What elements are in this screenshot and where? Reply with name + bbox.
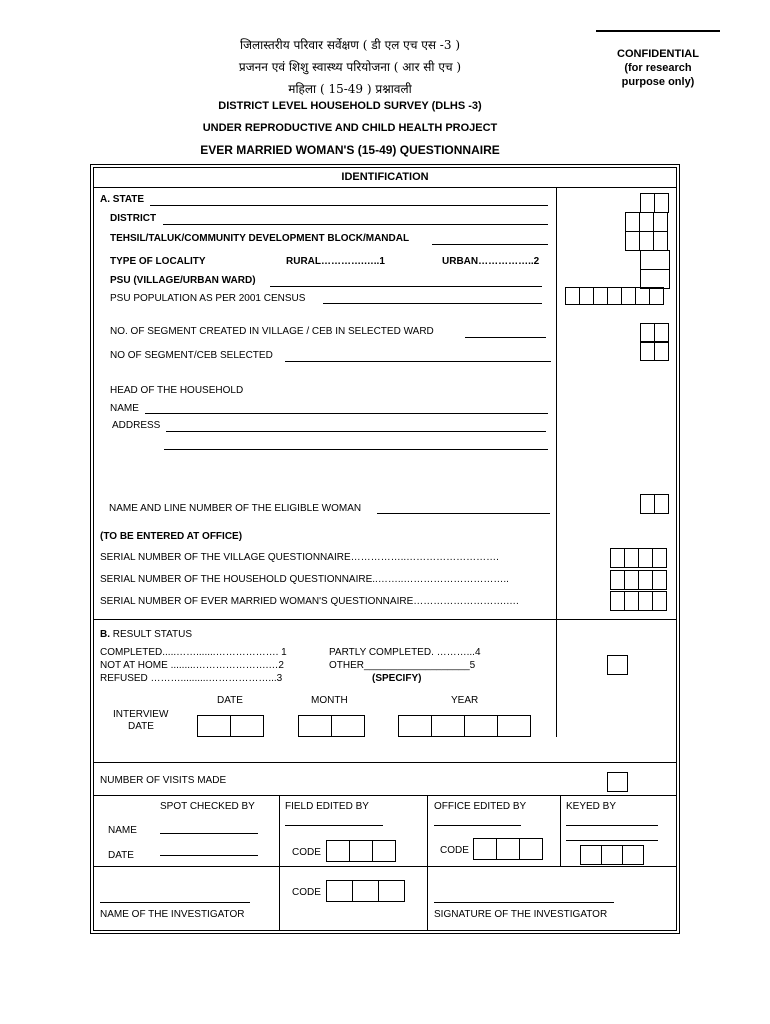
address-field-1[interactable] [166, 431, 546, 432]
result-code-box[interactable] [607, 655, 628, 675]
state-label: A. STATE [100, 194, 145, 205]
tehsil-code-boxes[interactable] [625, 231, 668, 251]
hindi-title-line-3: महिला ( 15-49 ) प्रश्नावली [288, 82, 412, 96]
spot-date-field[interactable] [160, 855, 258, 856]
year-column-label: YEAR [451, 695, 479, 706]
keyed-by-label: KEYED BY [566, 801, 617, 812]
segment-selected-field[interactable] [285, 361, 551, 362]
field-edited-code-boxes[interactable] [326, 840, 396, 862]
spot-date-label: DATE [108, 850, 134, 861]
spot-name-field[interactable] [160, 833, 258, 834]
segments-created-code-boxes[interactable] [640, 323, 669, 343]
spot-checked-label: SPOT CHECKED BY [160, 801, 255, 812]
interview-year-boxes[interactable] [398, 715, 531, 737]
investigator-signature-label: SIGNATURE OF THE INVESTIGATOR [434, 909, 608, 920]
head-household-label: HEAD OF THE HOUSEHOLD [110, 385, 244, 396]
office-edited-label: OFFICE EDITED BY [434, 801, 527, 812]
spot-name-label: NAME [108, 825, 137, 836]
district-code-boxes[interactable] [625, 212, 668, 232]
keyed-by-date-field[interactable] [566, 840, 658, 841]
confidential-sub-2: purpose only) [621, 76, 695, 88]
village-serial-label: SERIAL NUMBER OF THE VILLAGE QUESTIONNAIRE……………..………………………. [100, 552, 499, 563]
segments-created-label: NO. OF SEGMENT CREATED IN VILLAGE / CEB IN SELECTED WARD [110, 326, 434, 337]
signoff-divider-2 [427, 795, 428, 931]
district-field[interactable] [163, 224, 548, 225]
field-edited-code-label: CODE [292, 847, 321, 858]
investigator-signature-field[interactable] [434, 902, 614, 903]
confidential-rule [596, 30, 720, 32]
hindi-title-line-1: जिलास्तरीय परिवार सर्वेक्षण ( डी एल एच एस -3 ) [239, 38, 460, 52]
investigator-code-boxes[interactable] [326, 880, 405, 902]
result-completed: COMPLETED.....…….......………………. 1 [100, 647, 287, 658]
investigator-name-label: NAME OF THE INVESTIGATOR [100, 909, 245, 920]
segment-selected-label: NO OF SEGMENT/CEB SELECTED [110, 350, 273, 361]
survey-title: DISTRICT LEVEL HOUSEHOLD SURVEY (DLHS -3) [218, 100, 482, 112]
visits-code-box[interactable] [607, 772, 628, 792]
office-edited-code-label: CODE [440, 845, 469, 856]
visits-section-rule [93, 762, 677, 763]
signoff-middle-rule [93, 866, 677, 867]
result-heading-text: RESULT STATUS [112, 629, 193, 640]
signoff-top-rule [93, 795, 677, 796]
office-edited-name-field[interactable] [434, 825, 521, 826]
woman-serial-label: SERIAL NUMBER OF EVER MARRIED WOMAN'S QUESTIONNAIRE……………………….…. [100, 596, 519, 607]
confidential-label: CONFIDENTIAL [617, 48, 699, 60]
result-refused: REFUSED ………..........………………...3 [100, 673, 283, 684]
field-edited-label: FIELD EDITED BY [285, 801, 369, 812]
eligible-woman-label: NAME AND LINE NUMBER OF THE ELIGIBLE WOMAN [109, 503, 362, 514]
eligible-woman-field[interactable] [377, 513, 550, 514]
confidential-sub-1: (for research [624, 62, 692, 74]
psu-population-label: PSU POPULATION AS PER 2001 CENSUS [110, 293, 306, 304]
interview-label-2: DATE [128, 721, 154, 732]
interview-date-boxes[interactable] [197, 715, 264, 737]
segment-selected-code-boxes[interactable] [640, 341, 669, 361]
psu-code-box[interactable] [640, 269, 670, 289]
locality-code-box[interactable] [640, 250, 670, 270]
office-edited-code-boxes[interactable] [473, 838, 543, 860]
segments-created-field[interactable] [465, 337, 546, 338]
interview-month-boxes[interactable] [298, 715, 365, 737]
result-specify: (SPECIFY) [372, 673, 422, 684]
address-field-2[interactable] [164, 449, 548, 450]
result-code-divider [556, 619, 557, 737]
interview-label-1: INTERVIEW [113, 709, 169, 720]
signoff-divider-1 [279, 795, 280, 931]
keyed-by-code-boxes[interactable] [580, 845, 644, 865]
month-column-label: MONTH [311, 695, 348, 706]
woman-serial-boxes[interactable] [610, 591, 667, 611]
visits-label: NUMBER OF VISITS MADE [100, 775, 227, 786]
eligible-woman-code-boxes[interactable] [640, 494, 669, 514]
field-edited-name-field[interactable] [285, 825, 383, 826]
rural-option: RURAL………….…..1 [286, 256, 385, 267]
urban-option: URBAN……………..2 [442, 256, 540, 267]
household-serial-label: SERIAL NUMBER OF THE HOUSEHOLD QUESTIONNAIRE..……..………………………….. [100, 574, 509, 585]
investigator-name-field[interactable] [100, 902, 250, 903]
investigator-code-label: CODE [292, 887, 321, 898]
tehsil-field[interactable] [432, 244, 548, 245]
psu-population-field[interactable] [323, 303, 542, 304]
village-serial-boxes[interactable] [610, 548, 667, 568]
psu-label: PSU (VILLAGE/URBAN WARD) [110, 275, 256, 286]
address-label: ADDRESS [112, 420, 161, 431]
hindi-title-line-2: प्रजनन एवं शिशु स्वास्थ्य परियोजना ( आर सी एच ) [238, 60, 462, 74]
identification-heading: IDENTIFICATION [341, 171, 429, 183]
office-heading: (TO BE ENTERED AT OFFICE) [100, 531, 243, 542]
identification-heading-rule [93, 187, 677, 188]
result-other: OTHER___________________5 [329, 660, 476, 671]
questionnaire-title: EVER MARRIED WOMAN'S (15-49) QUESTIONNAIRE [200, 143, 500, 157]
psu-field[interactable] [270, 286, 542, 287]
keyed-by-name-field[interactable] [566, 825, 658, 826]
district-label: DISTRICT [110, 213, 157, 224]
head-name-label: NAME [110, 403, 139, 414]
tehsil-label: TEHSIL/TALUK/COMMUNITY DEVELOPMENT BLOCK/MANDAL [110, 233, 410, 244]
head-name-field[interactable] [145, 413, 548, 414]
state-code-boxes[interactable] [640, 193, 669, 213]
result-not-at-home: NOT AT HOME .........………………….…2 [100, 660, 284, 671]
result-section-rule [93, 619, 677, 620]
state-field[interactable] [150, 205, 548, 206]
result-heading-letter: B. [100, 629, 110, 640]
code-column-divider [556, 187, 557, 619]
result-partly: PARTLY COMPLETED. ………...4 [329, 647, 481, 658]
locality-label: TYPE OF LOCALITY [110, 256, 206, 267]
psu-population-code-boxes[interactable] [565, 287, 664, 305]
project-title: UNDER REPRODUCTIVE AND CHILD HEALTH PROJECT [202, 122, 498, 134]
household-serial-boxes[interactable] [610, 570, 667, 590]
result-heading [100, 629, 192, 640]
date-column-label: DATE [217, 695, 243, 706]
signoff-divider-3 [560, 795, 561, 866]
